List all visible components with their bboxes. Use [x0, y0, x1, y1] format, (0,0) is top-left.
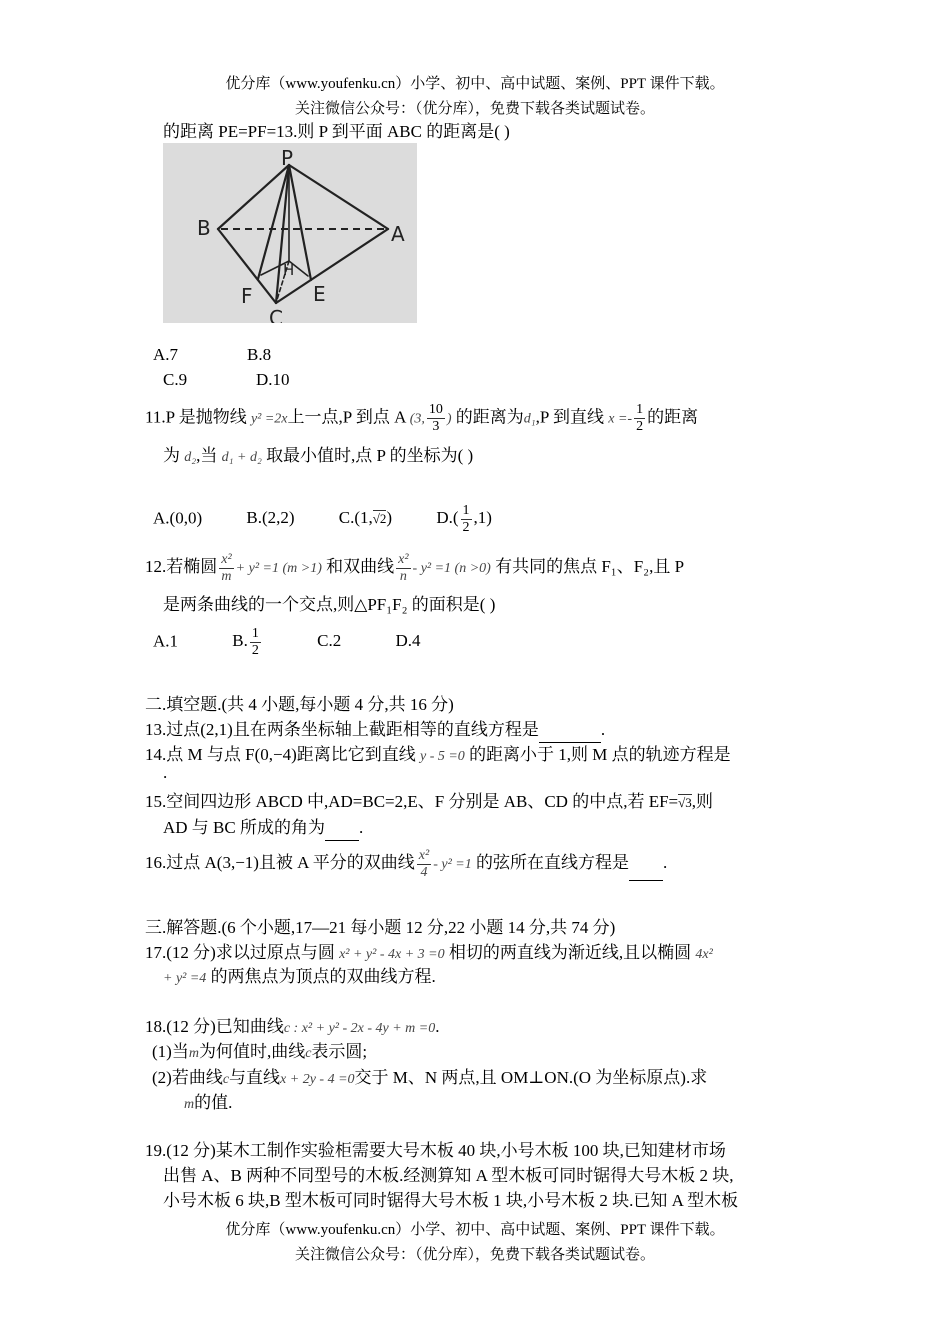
q12-option-d: D.4 [395, 631, 421, 651]
q18-part-2: (2)若曲线c与直线x + 2y - 4 =0交于 M、N 两点,且 OM⊥ON.(O 为坐标原点).求 [152, 1068, 708, 1087]
q18-part-1: (1)当m为何值时,曲线c表示圆; [152, 1042, 368, 1061]
label-e: E [313, 282, 326, 306]
q10-option-c: C.9 [163, 370, 188, 389]
label-c: C [269, 306, 283, 323]
q18-line-1: 18.(12 分)已知曲线c : x² + y² - 2x - 4y + m =0. [145, 1017, 440, 1036]
q15-line-1: 15.空间四边形 ABCD 中,AD=BC=2,E、F 分别是 AB、CD 的中点,若 EF=√3,则 [145, 792, 714, 811]
section-2-heading: 二.填空题.(共 4 小题,每小题 4 分,共 16 分) [145, 695, 454, 714]
q10-option-d: D.10 [256, 370, 290, 389]
q15-line-2: AD 与 BC 所成的角为 . [163, 816, 363, 841]
q12-options [153, 626, 421, 659]
label-p: P [281, 146, 294, 170]
q11-option-d: D.( $\frac{1}{2}$ ,1) [436, 503, 492, 535]
q19-line-2: 出售 A、B 两种不同型号的木板.经测算知 A 型木板可同时锯得大号木板 2 块, [163, 1166, 734, 1185]
label-h: H [283, 261, 295, 279]
q11-line-1: 11.P 是抛物线 y² =2x上一点,P 到点 A (3, $\frac{10}{3}$ ) 的距离为d₁,P 到直线 x =- $\frac{1}{2}$ 的距离 [145, 402, 699, 434]
footer-line-1: 优分库（www.youfenku.cn）小学、初中、高中试题、案例、PPT 课件下载。 [225, 1222, 725, 1238]
q11-option-b: B.(2,2) [246, 508, 295, 528]
label-a: A [391, 222, 405, 246]
q17-line-2: + y² =4 的两焦点为顶点的双曲线方程. [163, 967, 436, 986]
q19-line-1: 19.(12 分)某木工制作实验柜需要大号木板 40 块,小号木板 100 块,已知建材市场 [145, 1141, 726, 1160]
q14: 14.点 M 与点 F(0,−4)距离比它到直线 y - 5 =0 的距离小于 1,则 M 点的轨迹方程是 [145, 745, 731, 764]
q11-options [153, 503, 492, 536]
q13: 13.过点(2,1)且在两条坐标轴上截距相等的直线方程是 . [145, 718, 605, 743]
q10-option-b: B.8 [247, 345, 272, 364]
q12-line-1: 12.若椭圆 $\frac{\text{x²}}{m}$ + y² =1 (m >1) 和双曲线 $\frac{\text{x²}}{n}$ - y² =1 (n >0) 有共同的焦点 F₁、F₂,且 P [145, 551, 685, 584]
q19-line-3: 小号木板 6 块,B 型木板可同时锯得大号木板 1 块,小号木板 2 块.已知 A 型木板 [163, 1191, 739, 1210]
q12-option-c: C.2 [317, 631, 342, 651]
header-line-1: 优分库（www.youfenku.cn）小学、初中、高中试题、案例、PPT 课件下载。 [225, 76, 725, 92]
q11-line-2: 为 d₂,当 d₁ + d₂ 取最小值时,点 P 的坐标为( ) [163, 446, 474, 465]
section-3-heading: 三.解答题.(6 个小题,17—21 每小题 12 分,22 小题 14 分,共 74 分) [145, 918, 616, 937]
header-line-2: 关注微信公众号：（优分库），免费下载各类试题试卷。 [294, 101, 655, 117]
q11-option-c: C.(1,√2) [338, 508, 393, 528]
q12-line-2: 是两条曲线的一个交点,则△PF₁F₂ 的面积是( ) [163, 595, 496, 614]
q18-part-2-end: m的值. [184, 1093, 233, 1112]
label-f: F [241, 284, 253, 308]
q16: 16.过点 A(3,−1)且被 A 平分的双曲线 $\frac{\text{x²}}{4}$ - y² =1 的弦所在直线方程是 . [145, 847, 668, 880]
q14-end: . [163, 763, 168, 782]
pyramid-figure [163, 143, 417, 323]
q12-option-b: B. $\frac{1}{2}$ [232, 626, 259, 658]
q11-option-a: A.(0,0) [153, 508, 203, 528]
q10-continuation: 的距离 PE=PF=13.则 P 到平面 ABC 的距离是( ) [163, 122, 510, 141]
q17-line-1: 17.(12 分)求以过原点与圆 x² + y² - 4x + 3 =0 相切的两直线为渐近线,且以椭圆 4x² [145, 943, 713, 962]
label-b: B [197, 216, 211, 240]
footer-line-2: 关注微信公众号：（优分库），免费下载各类试题试卷。 [294, 1247, 655, 1263]
q10-option-a: A.7 [153, 345, 179, 364]
q12-option-a: A.1 [153, 631, 179, 651]
